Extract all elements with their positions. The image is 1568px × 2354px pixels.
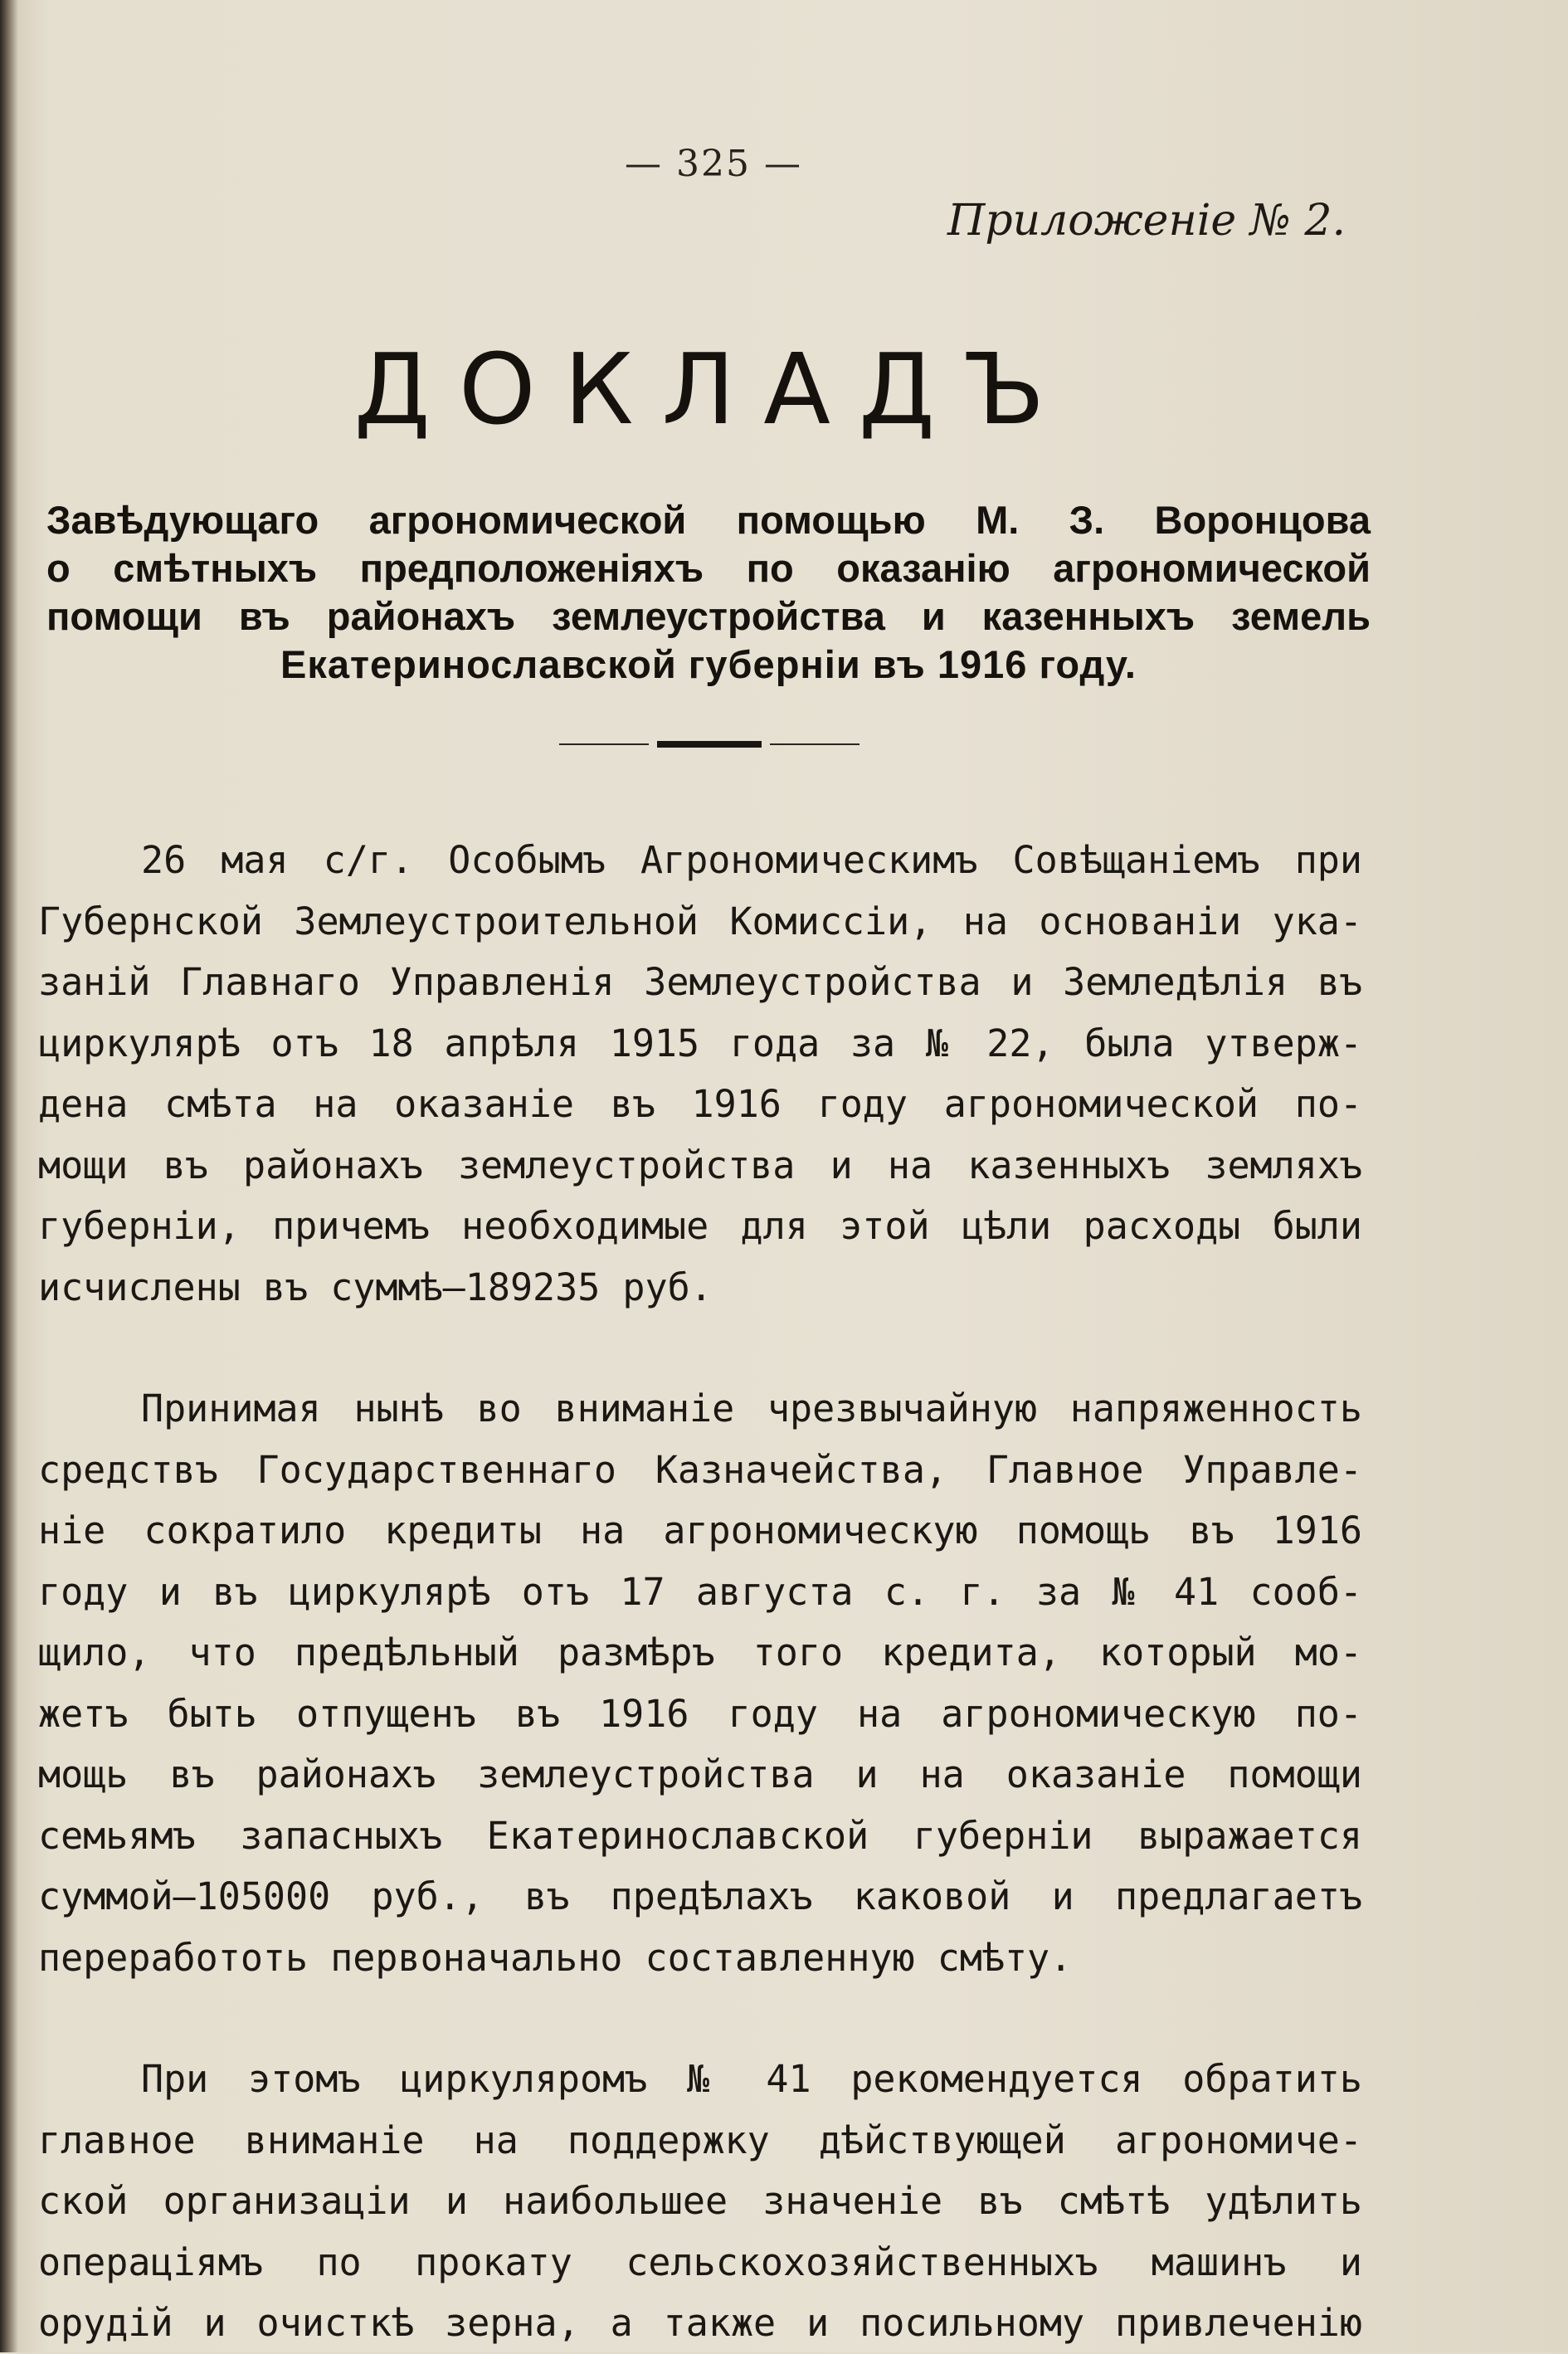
text-line: семьямъ запасныхъ Екатеринославской губерніи выражается: [38, 1813, 1362, 1858]
subtitle-line: Екатеринославской губерніи въ 1916 году.: [280, 642, 1137, 686]
text-line: суммой—105000 руб., въ предѣлахъ каковой и предлагаетъ: [38, 1874, 1362, 1918]
text-line: главное вниманіе на поддержку дѣйствующей агрономиче-: [38, 2118, 1362, 2162]
text-line: году и въ циркулярѣ отъ 17 августа с. г. за № 41 сооб-: [38, 1569, 1362, 1614]
appendix-label: Приложеніе № 2.: [947, 196, 1346, 246]
text-line: жетъ быть отпущенъ въ 1916 году на агрономическую по-: [38, 1691, 1362, 1736]
subtitle-line: помощи въ районахъ землеустройства и казенныхъ земель: [46, 594, 1371, 638]
subtitle-line: о смѣтныхъ предположеніяхъ по оказанію агрономической: [46, 546, 1371, 590]
paragraph-3: [38, 2049, 1362, 2354]
text-line: При этомъ циркуляромъ № 41 рекомендуется обратить: [141, 2057, 1362, 2101]
text-line: операціямъ по прокату сельскохозяйственныхъ машинъ и: [38, 2239, 1362, 2284]
document-subtitle: [46, 496, 1371, 689]
paragraph-2: [38, 1378, 1362, 1988]
page-number: — 325 —: [625, 143, 802, 185]
divider-right-rule: [770, 743, 859, 745]
text-line: переработоть первоначально составленную смѣту.: [38, 1935, 1073, 1980]
text-line: орудій и очисткѣ зерна, а также и посильному привлеченію: [38, 2301, 1362, 2345]
text-line: циркулярѣ отъ 18 апрѣля 1915 года за № 22, была утверж-: [38, 1021, 1362, 1065]
text-line: Губернской Землеустроительной Комиссіи, на основаніи ука-: [38, 899, 1362, 943]
text-line: ской организаціи и наибольшее значеніе въ смѣтѣ удѣлить: [38, 2179, 1362, 2223]
report-body: [38, 830, 1362, 2354]
text-line: мощи въ районахъ землеустройства и на казенныхъ земляхъ: [38, 1143, 1362, 1187]
text-line: губерніи, причемъ необходимые для этой цѣли расходы были: [38, 1204, 1362, 1248]
text-line: мощь въ районахъ землеустройства и на оказаніе помощи: [38, 1752, 1362, 1796]
text-line: щило, что предѣльный размѣръ того кредита, который мо-: [38, 1630, 1362, 1674]
text-line: средствъ Государственнаго Казначейства, Главное Управле-: [38, 1447, 1362, 1492]
document-title: ДОКЛАДЪ: [353, 332, 1074, 446]
text-line: Принимая нынѣ во вниманіе чрезвычайную напряженность: [141, 1387, 1362, 1430]
text-line: ніе сократило кредиты на агрономическую помощь въ 1916: [38, 1508, 1362, 1552]
section-divider: [559, 740, 859, 748]
text-line: заній Главнаго Управленія Землеустройства и Земледѣлія въ: [38, 960, 1362, 1004]
paragraph-1: [38, 830, 1362, 1318]
text-line: исчислены въ суммѣ—189235 руб.: [38, 1265, 713, 1309]
text-line: дена смѣта на оказаніе въ 1916 году агрономической по-: [38, 1082, 1362, 1126]
divider-center-rule: [657, 741, 762, 748]
text-line: 26 мая с/г. Особымъ Агрономическимъ Совѣщаніемъ при: [141, 838, 1362, 882]
subtitle-line: Завѣдующаго агрономической помощью М. З. Воронцова: [46, 498, 1371, 542]
divider-left-rule: [559, 743, 649, 745]
